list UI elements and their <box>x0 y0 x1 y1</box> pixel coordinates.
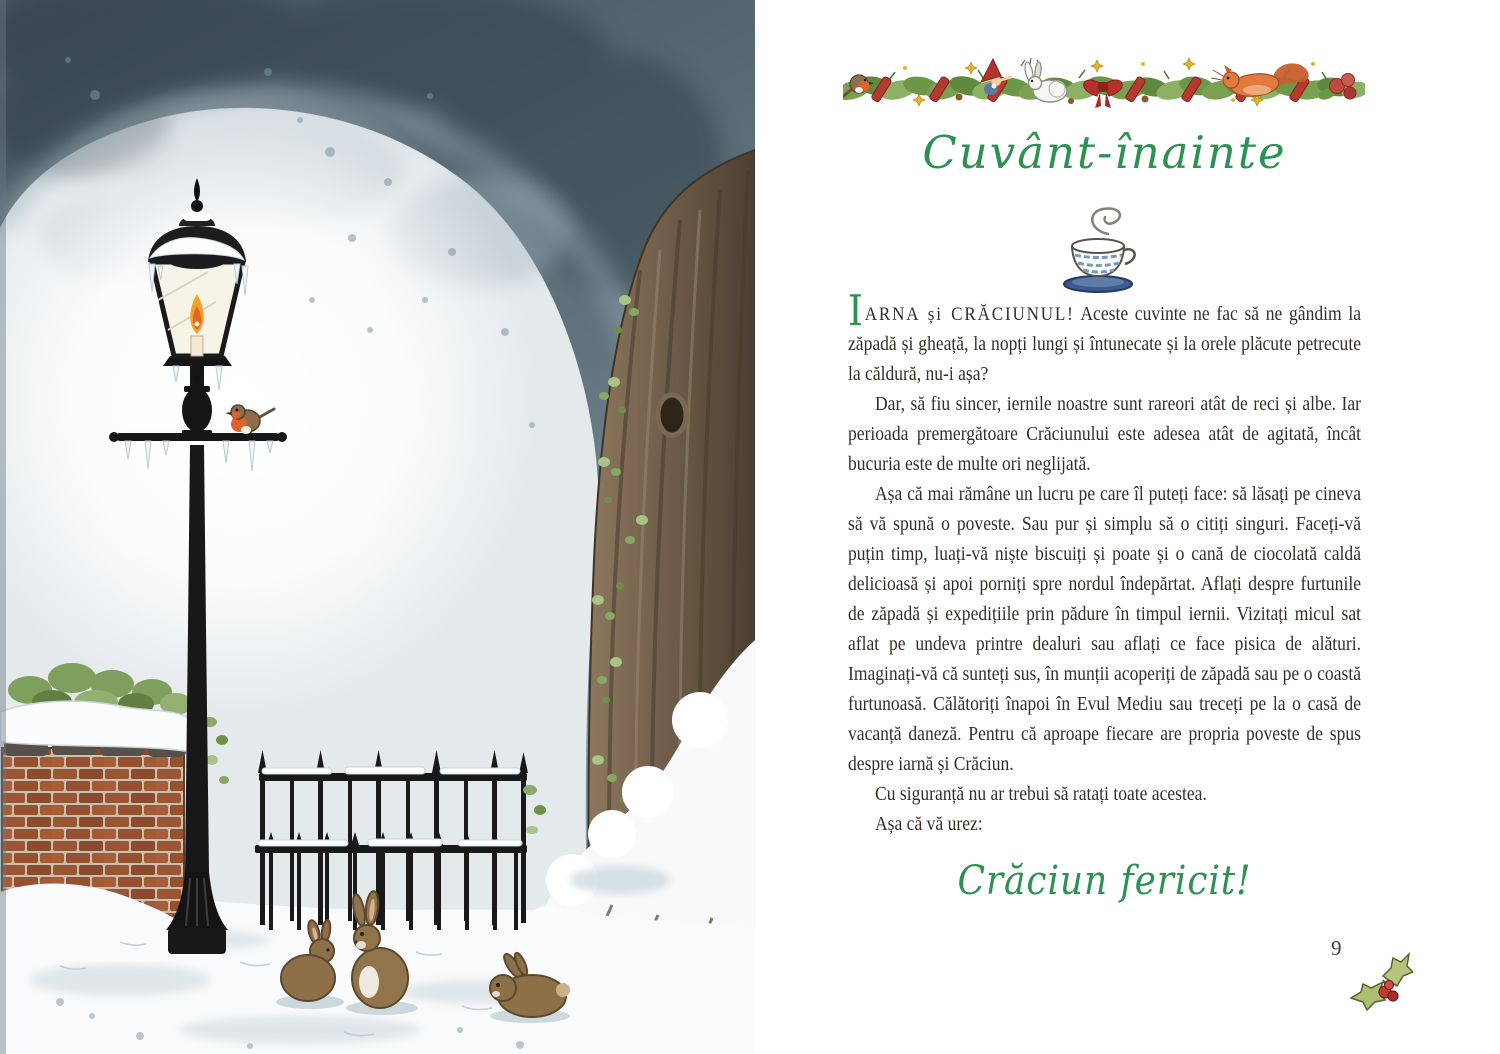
foreword-text <box>848 286 1362 904</box>
chapter-title: Cuvânt-înainte <box>922 126 1287 179</box>
steam-swirl <box>1092 208 1120 234</box>
lead-text: Aceste cuvinte ne fac să ne gândim la zăpadă și gheață, la nopți lungi și întunecate și la orele plăcute petrecute la căldură, nu-i așa? <box>848 304 1362 385</box>
lead-small-caps: ARNA și CRĂCIUNUL! <box>864 304 1075 325</box>
closing-wish: Crăciun fericit! <box>957 858 1252 904</box>
christmas-garland-icon <box>843 56 1365 114</box>
teacup-icon <box>1045 200 1155 300</box>
pole-baluster <box>182 388 212 432</box>
paragraph: Cu siguranță nu ar trebui să ratați toate acestea. <box>875 784 1207 805</box>
paragraph: Dar, să fiu sincer, iernile noastre sunt rareori atât de reci și albe. Iar perioada premergătoare Crăciunului este adesea atât de agitată, încât bucuria este de multe ori neglijată. <box>848 394 1361 475</box>
holly-berry <box>1388 991 1398 1001</box>
lead-paragraph <box>848 286 1362 390</box>
paragraph: Așa că vă urez: <box>875 814 983 835</box>
holly-icon <box>1349 946 1413 1016</box>
right-page <box>755 0 1500 1054</box>
tree-knot <box>658 395 686 435</box>
drop-cap: I <box>848 286 863 335</box>
holly-berry <box>1385 981 1394 990</box>
paragraph: Așa că mai rămâne un lucru pe care îl puteți face: să lăsați pe cineva să vă spună o poveste. Sau pur și simplu să o citiți singuri. Faceți-vă puțin timp, luați-vă niște biscuiți și poate și o cană de ciocolată caldă delicioasă și apoi porniți spre nordul îndepărtat. Aflați despre furtunile de zăpadă și expedițiile prin pădure în timpul iernii. Vizitați micul sat aflat pe undeva printre dealuri sau aflați ce face pisica de alături. Imaginați-vă că sunteți sus, în munții acoperiți de zăpadă sau pe o coastă furtunoasă. Călătoriți înapoi în Evul Mediu sau treceți pe la o casă de vacanță daneză. Pentru că aproape fiecare are propria poveste de spus despre iarnă și Crăciun. <box>848 484 1361 775</box>
page-edge-shadow <box>0 0 6 1054</box>
page-folio <box>1327 934 1417 1018</box>
page-number: 9 <box>1331 936 1342 960</box>
